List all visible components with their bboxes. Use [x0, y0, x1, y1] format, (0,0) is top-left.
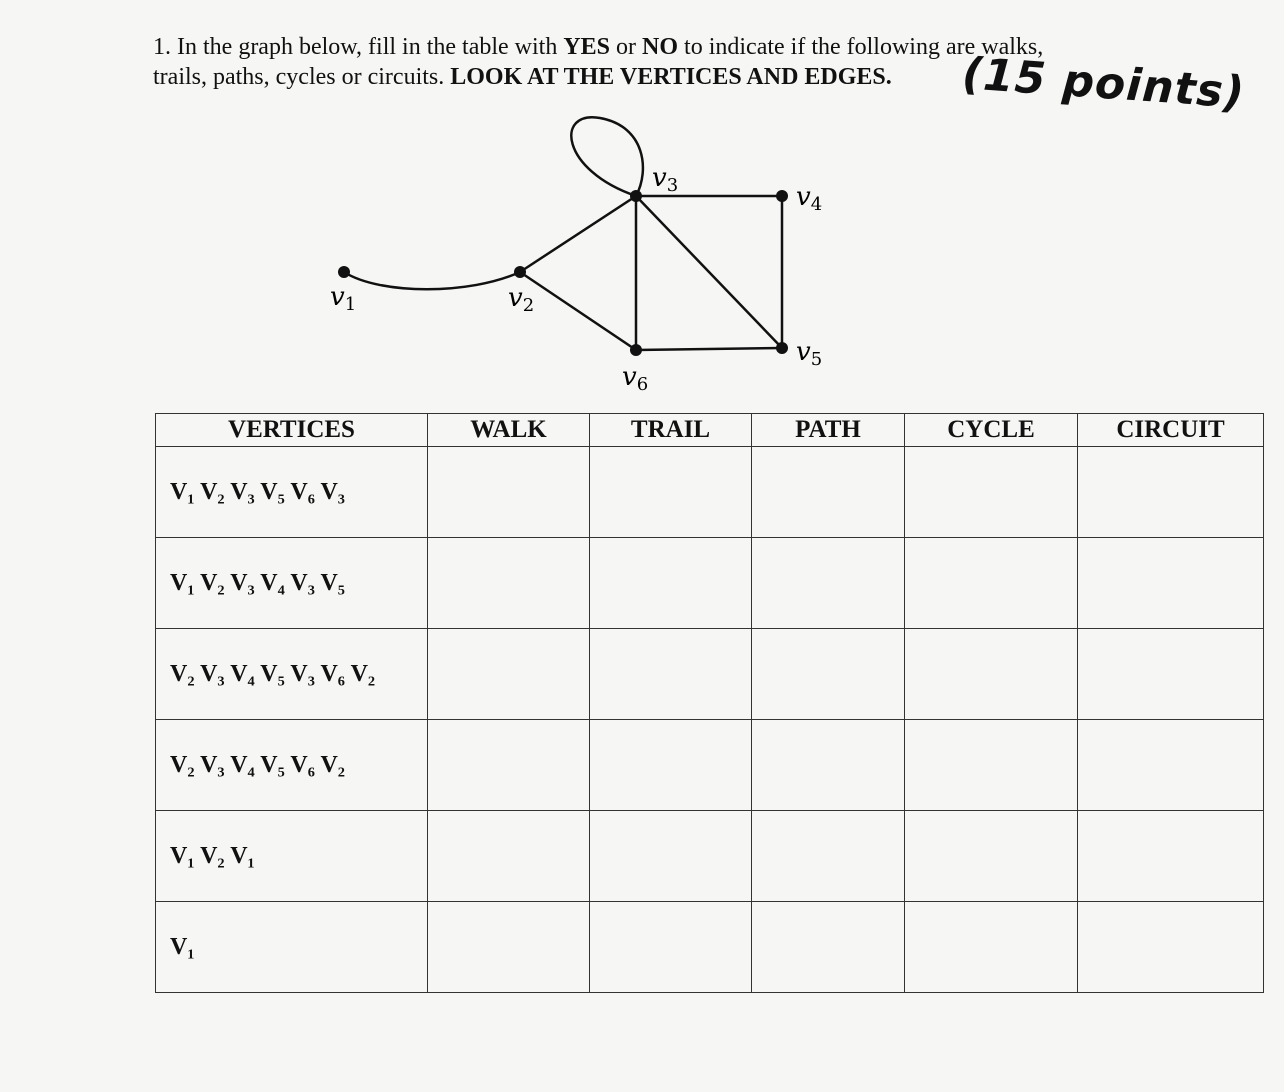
walk-answer-cell[interactable] — [428, 811, 590, 902]
label-v3: v3 — [652, 163, 679, 196]
walk-answer-cell[interactable] — [428, 902, 590, 993]
cycle-answer-cell[interactable] — [905, 811, 1078, 902]
path-answer-cell[interactable] — [752, 538, 905, 629]
label-v6: v6 — [622, 362, 649, 395]
points-note: (15 points) — [960, 48, 1247, 119]
yes-word: YES — [563, 34, 611, 60]
walk-answer-cell[interactable] — [428, 447, 590, 538]
answer-table — [155, 413, 1264, 993]
edge-v1-v2 — [344, 272, 520, 289]
label-v2: v2 — [508, 283, 535, 316]
circuit-answer-cell[interactable] — [1078, 902, 1264, 993]
path-answer-cell[interactable] — [752, 720, 905, 811]
path-answer-cell[interactable] — [752, 811, 905, 902]
row-vertices: V₁ — [156, 902, 428, 993]
row-vertices: V₁ V₂ V₁ — [156, 811, 428, 902]
header-trail: TRAIL — [590, 414, 752, 447]
edge-v2-v6 — [520, 272, 636, 350]
trail-answer-cell[interactable] — [590, 902, 752, 993]
graph-diagram — [0, 0, 1284, 400]
vertex-v6 — [630, 344, 642, 356]
no-word: NO — [642, 34, 679, 60]
question-line-2: trails, paths, cycles or circuits. — [153, 64, 445, 90]
vertex-v5 — [776, 342, 788, 354]
walk-answer-cell[interactable] — [428, 720, 590, 811]
edge-v3-v5 — [636, 196, 782, 348]
header-circuit: CIRCUIT — [1078, 414, 1264, 447]
circuit-answer-cell[interactable] — [1078, 538, 1264, 629]
row-vertices: V₁ V₂ V₃ V₅ V₆ V₃ — [156, 447, 428, 538]
vertex-v2 — [514, 266, 526, 278]
cycle-answer-cell[interactable] — [905, 538, 1078, 629]
vertex-v4 — [776, 190, 788, 202]
question-line-1a: In the graph below, fill in the table with — [177, 34, 558, 60]
edge-v3-loop — [571, 117, 643, 196]
or-word: or — [616, 34, 637, 60]
walk-answer-cell[interactable] — [428, 629, 590, 720]
circuit-answer-cell[interactable] — [1078, 720, 1264, 811]
table-row — [156, 902, 1264, 993]
circuit-answer-cell[interactable] — [1078, 447, 1264, 538]
trail-answer-cell[interactable] — [590, 447, 752, 538]
circuit-answer-cell[interactable] — [1078, 629, 1264, 720]
edge-v2-v3 — [520, 196, 636, 272]
question-emphasis: LOOK AT THE VERTICES AND EDGES. — [450, 64, 892, 90]
cycle-answer-cell[interactable] — [905, 629, 1078, 720]
path-answer-cell[interactable] — [752, 902, 905, 993]
cycle-answer-cell[interactable] — [905, 720, 1078, 811]
question-number: 1. — [153, 34, 171, 60]
label-v1: v1 — [330, 282, 357, 315]
table-row — [156, 538, 1264, 629]
header-path: PATH — [752, 414, 905, 447]
vertex-v1 — [338, 266, 350, 278]
trail-answer-cell[interactable] — [590, 720, 752, 811]
table-row — [156, 629, 1264, 720]
vertex-v3 — [630, 190, 642, 202]
table-row — [156, 811, 1264, 902]
table-row — [156, 720, 1264, 811]
cycle-answer-cell[interactable] — [905, 902, 1078, 993]
trail-answer-cell[interactable] — [590, 629, 752, 720]
walk-answer-cell[interactable] — [428, 538, 590, 629]
circuit-answer-cell[interactable] — [1078, 811, 1264, 902]
header-walk: WALK — [428, 414, 590, 447]
label-v4: v4 — [796, 182, 823, 215]
path-answer-cell[interactable] — [752, 447, 905, 538]
row-vertices: V₂ V₃ V₄ V₅ V₆ V₂ — [156, 720, 428, 811]
trail-answer-cell[interactable] — [590, 538, 752, 629]
table-header-row — [156, 414, 1264, 447]
edge-v6-v5 — [636, 348, 782, 350]
trail-answer-cell[interactable] — [590, 811, 752, 902]
path-answer-cell[interactable] — [752, 629, 905, 720]
row-vertices: V₂ V₃ V₄ V₅ V₃ V₆ V₂ — [156, 629, 428, 720]
header-cycle: CYCLE — [905, 414, 1078, 447]
header-vertices: VERTICES — [156, 414, 428, 447]
question-line-1b: to indicate if the following are walks, — [684, 34, 1044, 60]
label-v5: v5 — [796, 337, 823, 370]
table-row — [156, 447, 1264, 538]
row-vertices: V₁ V₂ V₃ V₄ V₃ V₅ — [156, 538, 428, 629]
cycle-answer-cell[interactable] — [905, 447, 1078, 538]
